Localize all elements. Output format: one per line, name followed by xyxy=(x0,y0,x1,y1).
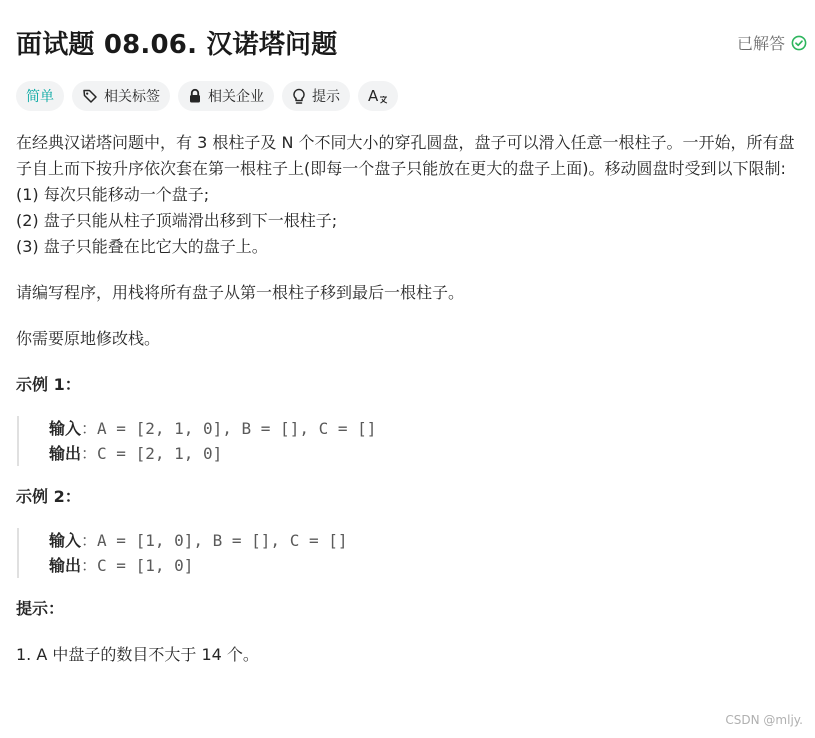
input-label: 输入 xyxy=(49,419,82,438)
example-input-line: 输入：A = [2, 1, 0], B = [], C = [] xyxy=(49,419,377,438)
rule-item: (1) 每次只能移动一个盘子; xyxy=(16,185,210,204)
lock-icon xyxy=(188,88,202,104)
example-output-line: 输出：C = [1, 0] xyxy=(49,556,194,575)
input-value: A = [2, 1, 0], B = [], C = [] xyxy=(97,419,377,438)
description-paragraph: 在经典汉诺塔问题中，有 3 根柱子及 N 个不同大小的穿孔圆盘，盘子可以滑入任意一根柱子。一开始，所有盘子自上而下按升序依次套在第一根柱子上(即每一个盘子只能放在更大的盘子上面)。移动圆盘时受到以下限制: xyxy=(16,133,795,178)
related-companies-label: 相关企业 xyxy=(208,89,264,105)
translate-icon-letter: A xyxy=(368,87,379,105)
hint-button[interactable] xyxy=(282,81,350,111)
hint-item: 1. A 中盘子的数目不大于 14 个。 xyxy=(16,645,259,664)
related-tags-button[interactable] xyxy=(72,81,170,111)
solved-status xyxy=(737,31,807,54)
translate-icon xyxy=(368,87,388,105)
example-input-line: 输入：A = [1, 0], B = [], C = [] xyxy=(49,531,348,550)
translate-button[interactable] xyxy=(358,81,398,111)
output-label: 输出 xyxy=(49,556,82,575)
description-paragraph: 你需要原地修改栈。 xyxy=(16,329,161,348)
problem-title: 面试题 08.06. 汉诺塔问题 xyxy=(16,30,338,60)
lightbulb-icon xyxy=(292,88,306,105)
csdn-watermark: CSDN @mljy. xyxy=(725,713,803,727)
output-label: 输出 xyxy=(49,444,82,463)
tag-icon xyxy=(82,88,98,104)
description-paragraph: 请编写程序，用栈将所有盘子从第一根柱子移到最后一根柱子。 xyxy=(16,283,465,302)
solved-label: 已解答 xyxy=(736,34,785,53)
example-title: 示例 2： xyxy=(16,487,81,506)
difficulty-badge[interactable] xyxy=(16,81,64,111)
hint-label: 提示 xyxy=(312,89,340,105)
rule-item: (3) 盘子只能叠在比它大的盘子上。 xyxy=(16,237,268,256)
output-value: C = [2, 1, 0] xyxy=(97,444,223,463)
rule-item: (2) 盘子只能从柱子顶端滑出移到下一根柱子; xyxy=(16,211,338,230)
example-output-line: 输出：C = [2, 1, 0] xyxy=(49,444,223,463)
problem-description xyxy=(16,130,806,668)
related-tags-label: 相关标签 xyxy=(104,89,160,105)
output-value: C = [1, 0] xyxy=(97,556,194,575)
difficulty-label: 简单 xyxy=(26,89,54,105)
input-label: 输入 xyxy=(49,531,82,550)
tag-bar xyxy=(16,81,398,111)
example-title: 示例 1： xyxy=(16,375,81,394)
hints-title: 提示： xyxy=(16,599,65,618)
example-block xyxy=(17,528,806,578)
related-companies-button[interactable] xyxy=(178,81,274,111)
example-block xyxy=(17,416,806,466)
check-circle-icon xyxy=(791,35,807,51)
input-value: A = [1, 0], B = [], C = [] xyxy=(97,531,348,550)
